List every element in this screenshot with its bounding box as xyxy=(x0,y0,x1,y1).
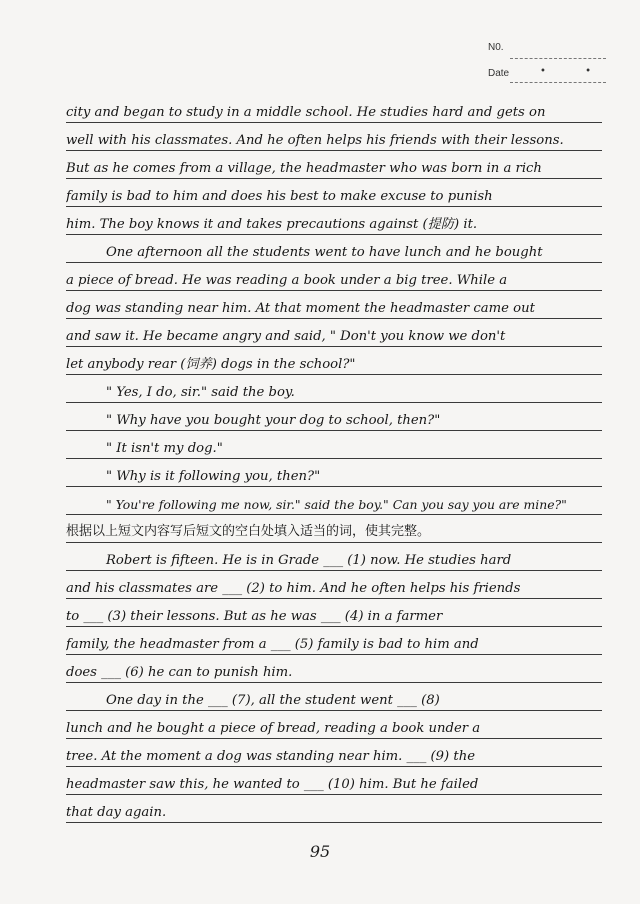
text-line: him. The boy knows it and takes precautions against (提防) it. xyxy=(66,217,478,232)
text-line: family, the headmaster from a ___ (5) family is bad to him and xyxy=(66,637,479,652)
date-dots: • • xyxy=(540,66,609,77)
number-line xyxy=(510,58,606,59)
text-line: lunch and he bought a piece of bread, reading a book under a xyxy=(66,721,481,736)
ruled-line xyxy=(66,542,602,543)
ruled-line xyxy=(66,794,602,795)
text-line: " It isn't my dog." xyxy=(106,441,223,456)
ruled-line xyxy=(66,430,602,431)
ruled-line xyxy=(66,822,602,823)
ruled-line xyxy=(66,654,602,655)
text-line: that day again. xyxy=(66,805,167,820)
ruled-line xyxy=(66,570,602,571)
text-line: headmaster saw this, he wanted to ___ (10) him. But he failed xyxy=(66,777,479,792)
page-number: 95 xyxy=(309,842,331,861)
text-line: But as he comes from a village, the headmaster who was born in a rich xyxy=(66,161,542,176)
text-line: " Why is it following you, then?" xyxy=(106,469,321,484)
ruled-line xyxy=(66,262,602,263)
text-line: dog was standing near him. At that moment the headmaster came out xyxy=(66,301,535,316)
text-line: let anybody rear (饲养) dogs in the school?" xyxy=(66,357,356,372)
ruled-line xyxy=(66,598,602,599)
ruled-line xyxy=(66,402,602,403)
ruled-line xyxy=(66,710,602,711)
ruled-line xyxy=(66,374,602,375)
text-line: does ___ (6) he can to punish him. xyxy=(66,665,293,680)
ruled-line xyxy=(66,682,602,683)
text-line: a piece of bread. He was reading a book under a big tree. While a xyxy=(66,273,508,288)
text-line: One day in the ___ (7), all the student went ___ (8) xyxy=(106,693,440,708)
text-line: family is bad to him and does his best to make excuse to punish xyxy=(66,189,493,204)
text-line: and saw it. He became angry and said, " Don't you know we don't xyxy=(66,329,506,344)
text-line: tree. At the moment a dog was standing near him. ___ (9) the xyxy=(66,749,475,764)
text-line: well with his classmates. And he often helps his friends with their lessons. xyxy=(66,133,564,148)
ruled-line xyxy=(66,150,602,151)
text-line: " Yes, I do, sir." said the boy. xyxy=(106,385,295,400)
text-line: " Why have you bought your dog to school, then?" xyxy=(106,413,441,428)
text-line: city and began to study in a middle school. He studies hard and gets on xyxy=(66,105,546,120)
text-line: One afternoon all the students went to have lunch and he bought xyxy=(106,245,543,260)
ruled-line xyxy=(66,234,602,235)
text-line: to ___ (3) their lessons. But as he was ___ (4) in a farmer xyxy=(66,609,443,624)
ruled-line xyxy=(66,514,602,515)
ruled-line xyxy=(66,206,602,207)
ruled-line xyxy=(66,346,602,347)
ruled-line xyxy=(66,122,602,123)
ruled-line xyxy=(66,318,602,319)
ruled-line xyxy=(66,626,602,627)
text-line: " You're following me now, sir." said the boy." Can you say you are mine?" xyxy=(106,497,567,512)
number-label: N0. xyxy=(488,42,504,53)
ruled-line xyxy=(66,178,602,179)
ruled-line xyxy=(66,766,602,767)
ruled-line xyxy=(66,458,602,459)
ruled-line xyxy=(66,486,602,487)
text-line: and his classmates are ___ (2) to him. And he often helps his friends xyxy=(66,581,521,596)
ruled-line xyxy=(66,290,602,291)
instruction-line: 根据以上短文内容写后短文的空白处填入适当的词，使其完整。 xyxy=(66,524,431,539)
text-line: Robert is fifteen. He is in Grade ___ (1) now. He studies hard xyxy=(106,553,512,568)
date-line xyxy=(510,82,606,83)
ruled-line xyxy=(66,738,602,739)
date-label: Date xyxy=(488,68,510,79)
